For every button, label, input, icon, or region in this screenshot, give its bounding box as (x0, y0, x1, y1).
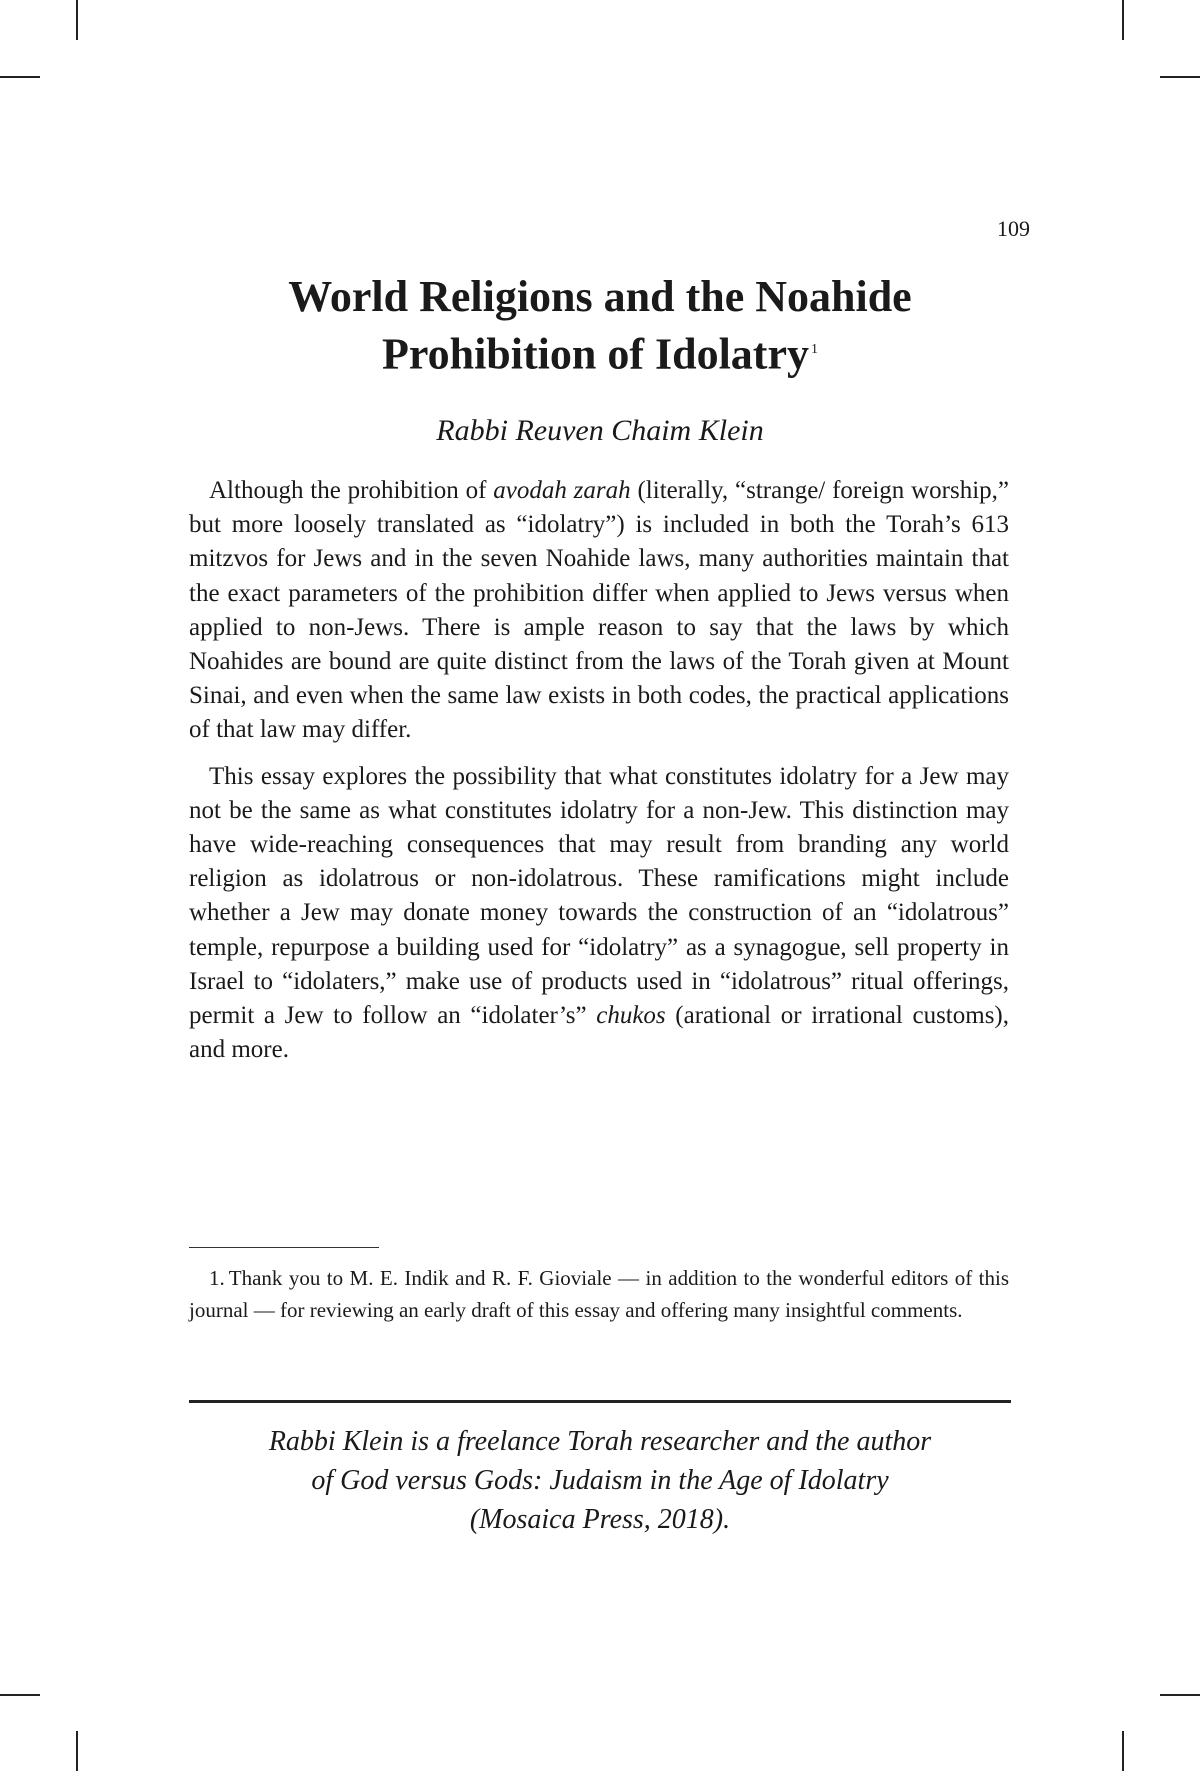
footnote-number: 1. (209, 1266, 225, 1290)
bio-divider (189, 1400, 1011, 1403)
page-number: 109 (997, 216, 1030, 241)
term-chukos: chukos (596, 1002, 666, 1030)
crop-mark-top-left-vertical (76, 0, 78, 40)
footnote-divider (189, 1247, 379, 1248)
paragraph-1-text-start: Although the prohibition of (209, 477, 494, 504)
footnote (189, 1262, 1009, 1326)
crop-mark-bottom-right-vertical (1122, 1731, 1124, 1771)
title-line-1: World Religions and the Noahide (288, 272, 912, 321)
paragraph-2 (189, 760, 1009, 1068)
crop-mark-top-right-horizontal (1160, 76, 1200, 78)
paragraph-2-text-end: (arational or irrational customs), and more. (189, 1002, 1009, 1064)
author-bio-line-3: (Mosaica Press, 2018). (469, 1504, 731, 1535)
crop-mark-bottom-left-horizontal (0, 1694, 40, 1696)
paragraph-2-text-start: This essay explores the possibility that what constitutes idolatry for a Jew may not be the same as what constitutes idolatry for a non-Jew. This distinction may have wide-reaching consequences that may result from branding any world religion as idolatrous or non-idolatrous. These ramifications might include whether a Jew may donate money towards the construction of an “idolatrous” temple, repurpose a building used for “idolatry” as a synagogue, sell property in Israel to “idolaters,” make use of products used in “idolatrous” ritual offerings, permit a Jew to follow an “idolater’s” (189, 762, 1009, 1030)
article-author: Rabbi Reuven Chaim Klein (436, 414, 764, 447)
crop-mark-top-left-horizontal (0, 76, 40, 78)
crop-mark-bottom-right-horizontal (1160, 1694, 1200, 1696)
author-bio (189, 1422, 1011, 1539)
paragraph-1 (189, 474, 1009, 748)
footnote-reference[interactable]: 1 (811, 342, 818, 357)
paragraph-1-text-end: (literally, “strange/ foreign worship,” but more loosely translated as “idolatry”) is included in both the Torah’s 613 mitzvos for Jews and in the seven Noahide laws, many authorities maintain that the exact parameters of the prohibition differ when applied to Jews versus when applied to non-Jews. There is ample reason to say that the laws by which Noahides are bound are quite distinct from the laws of the Torah given at Mount Sinai, and even when the same law exists in both codes, the practical applications of that law may differ. (189, 477, 1009, 744)
crop-mark-top-right-vertical (1122, 0, 1124, 40)
term-avodah-zarah: avodah zarah (493, 477, 631, 504)
crop-mark-bottom-left-vertical (76, 1731, 78, 1771)
article-body (189, 474, 1009, 1079)
article-title (160, 270, 1040, 381)
footnote-text: Thank you to M. E. Indik and R. F. Gioviale — in addition to the wonderful editors of this journal — for reviewing an early draft of this essay and offering many insightful comments. (189, 1266, 1009, 1322)
author-bio-line-2: of God versus Gods: Judaism in the Age of Idolatry (311, 1465, 889, 1496)
author-bio-line-1: Rabbi Klein is a freelance Torah researcher and the author (268, 1426, 932, 1457)
title-line-2: Prohibition of Idolatry (381, 329, 809, 379)
